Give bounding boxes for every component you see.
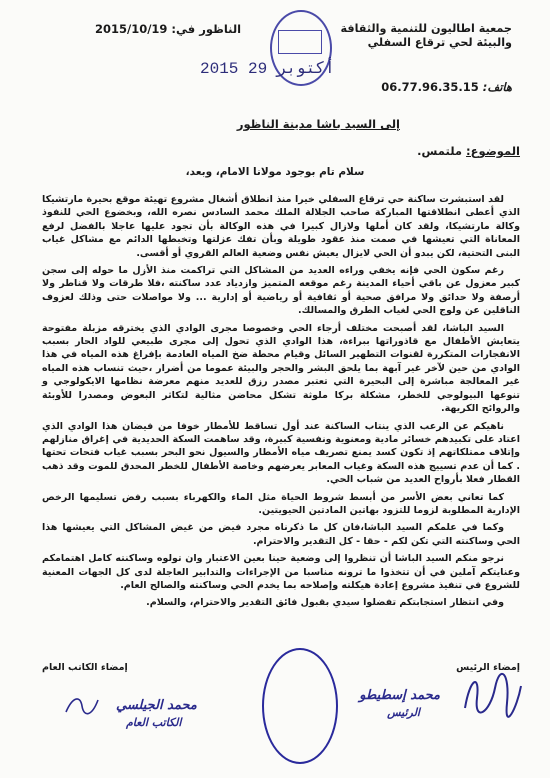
reception-stamp-icon (278, 30, 322, 54)
body-paragraph: رغم سكون الحي فإنه يخفي وراءه العديد من المشاكل التي تراكمت منذ الأزل ما حوله إلى سجن كبير معزول عن باقي أحياء المدينة رغم موقعه المتميز وازدياد عدد ساكنته ،فلا طرقات ولا قناطر ولا أرصفة ولا حدائق ولا مرافق صحية أو ثقافية أو رياضية أو إدارية ... ولا مواصلات حتى وذلك لعزوف الناقلين عن ولوج الحي لغياب الطرق والمسالك. (42, 265, 520, 317)
place-and-date: الناظور في: 2015/10/19 (95, 22, 242, 36)
phone-number: 06.77.96.35.15 (381, 80, 479, 94)
secretary-stamp-name: محمد الجيلسي (116, 698, 197, 713)
body-paragraph: وكما في علمكم السيد الباشا،فان كل ما ذكرناه مجرد فيض من غيض المشاكل التي يعيشها هذا الحي وساكنته التي تكن لكم - حقا - كل التقدير والاحترام. (42, 522, 520, 547)
closing-paragraph: وفي انتظار استجابتكم تفضلوا سيدي بقبول فائق التقدير والاحترام، والسلام. (146, 597, 504, 609)
greeting: سلام تام بوجود مولانا الامام، وبعد، (185, 166, 365, 178)
body-paragraph: السيد الباشا، لقد أصبحت مختلف أرجاء الحي وخصوصا مجرى الوادي الذي يخترقه مزبلة مفتوحة يتعايش الأطفال مع قاذوراتها ببراءة، هذا الوادي الذي تحول إلى مجرى طبيعي للواد الحار بسبب الانفجارات المتكررة لقنوات التطهير السائل وقيام محطة ضخ المياه العادمة بإفراغ هذه المياه في هذا الوادي من حين لآخر غير آبهة بما يلحق البشر والحجر والبيئة عموما من أضرار ،حيث تنساب هذه المياه غير المعالجة مباشرة إلى البحيرة التي تعتبر مصدر رزق للعديد منهم معرضة نظامها الايكولوجي و تنوعها البيولوجي للخطر، مشكلة بركا ملوثة تشكل محاضن مثالية لتكاثر البعوض ومصدرا للأوبئة والروائح الكريهة. (42, 322, 520, 415)
president-stamp-title: الرئيس (387, 706, 420, 719)
body-paragraph: نرجو منكم السيد الباشا أن تنظروا إلى وضعية حينا بعين الاعتبار وان تولوه وساكنته كامل اهتمامكم وعنايتكم آملين في أن تتخذوا ما ترونه مناسبا من الإجراءات والتدابير العاجلة لدى كل الجهات المعنية للشروع في تنفيذ مشروع إعادة هيكلته وإصلاحه بما يخدم الحي وساكنته والصالح العام. (42, 553, 520, 591)
association-seal-icon (262, 648, 338, 764)
addressee: إلى السيد باشا مدينة الناظور (236, 117, 400, 131)
secretary-signature-label: إمضاء الكاتب العام (42, 662, 128, 673)
org-name-line-1: جمعية اطاليون للتنمية والثقافة (340, 22, 512, 35)
letter-body (42, 193, 520, 614)
secretary-handwritten-signature-icon (62, 690, 102, 720)
body-paragraph: لقد استبشرت ساكنة حي ترقاع السفلي خيرا منذ انطلاق أشغال مشروع تهيئة موقع بحيرة مارتشيكا الذي أعطى انطلاقتها المباركة صاحب الجلالة الملك محمد السادس نصره الله، وبخضوع الحي للنفوذ وكالة مارتشيكا، ولقد كان أملها وﻻزال كبيرا في هذه الوكالة بأن تجود عليها عاجلا بالفضل لرفع المعاناة التي تعيشها في صمت منذ عقود طويلة وبأن تفك عزلتها وتخبطها الدائم مع مشاكل غياب البنى التحتية، لكن يبدو أن الحي لايزال يعيش نفس وضعية العالم القروي أو أقسى. (42, 194, 520, 259)
phone-label: هاتف: (482, 80, 512, 94)
subject-value: ملتمس. (417, 144, 463, 158)
org-name-line-2: والبيئة لحي ترقاع السفلي (367, 36, 512, 49)
president-stamp-name: محمد إسطيطو (359, 688, 440, 703)
body-paragraph: كما تعاني بعض الأسر من أبسط شروط الحياة مثل الماء والكهرباء بسبب رفض تسليمها الرخص الإدارية المطلوبة لزوما للتزود بهاتين المادتين الحيويتين. (42, 491, 520, 516)
received-date-stamp: 2015 أكتوبر 29 (200, 60, 335, 78)
body-paragraph: ناهيكم عن الرعب الذي ينتاب الساكنة عند أول تساقط للأمطار خوفا من فيضان هذا الوادي الذي اعتاد على تكبيدهم خسائر مادية ومعنوية ونفسية كبيرة، وقد ساهمت السكة الحديدية في إغراق منازلهم وإتلاف ممتلكاتهم إذ تكون كسد يمنع تصريف مياه الأمطار والسيول نحو البحر بسبب غياب فتحات تحتها . كما أن عدم تسييج هذه السكة وغياب المعابر يعرضهم وخاصة الأطفال للخطر المحدق للموت وقد ذهب القطار فعلا بأرواح العديد من شباب الحي. (42, 420, 520, 486)
president-signature-label: إمضاء الرئيس (456, 662, 520, 673)
subject-label: الموضوع: (466, 144, 520, 158)
president-handwritten-signature-icon (455, 668, 525, 718)
secretary-stamp-title: الكاتب العام (126, 716, 182, 729)
phone-line (381, 80, 512, 94)
subject-line (417, 144, 520, 158)
